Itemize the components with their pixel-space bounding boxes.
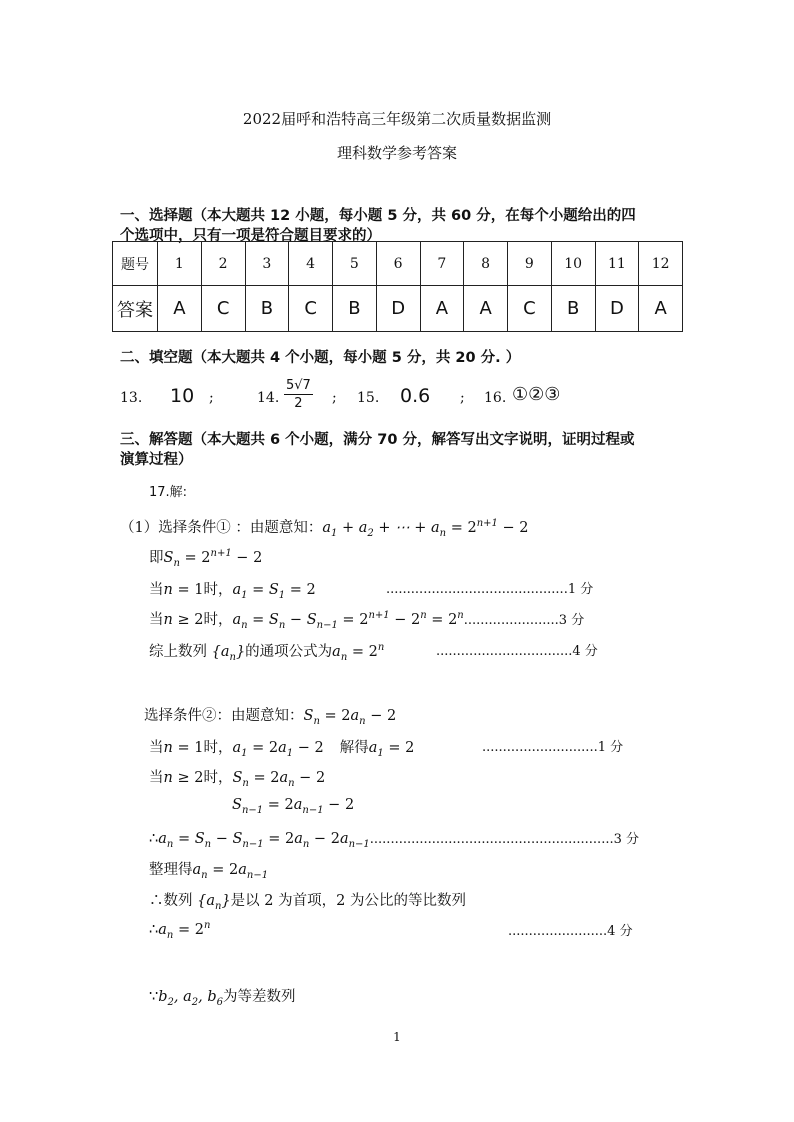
fraction-denominator: 2	[294, 396, 303, 411]
c2-line1	[144, 704, 396, 727]
page-number: 1	[393, 1030, 401, 1044]
q16-label: 16.	[484, 390, 507, 406]
formula: $\{a_n\}$	[211, 644, 246, 663]
q15-label: 15.	[357, 390, 380, 406]
answer-cell: A	[464, 286, 508, 332]
formula: $b_2$, $a_2$, $b_6$	[158, 989, 224, 1008]
question-number: 3	[245, 242, 289, 286]
formula: $S_n = 2^{n+1} - 2$	[163, 548, 263, 569]
question-number: 11	[595, 242, 639, 286]
question-number: 12	[639, 242, 683, 286]
text: ∵	[149, 989, 159, 1005]
formula: $a_n = S_n - S_{n-1} = 2^{n+1} - 2^n = 2^n$	[232, 610, 464, 631]
formula: $S_n = 2a_n - 2$	[232, 770, 326, 789]
answer-cell: C	[289, 286, 333, 332]
question-number: 2	[201, 242, 245, 286]
section3-heading-line2: 演算过程）	[120, 452, 193, 468]
text: 当	[149, 612, 164, 628]
c1-line4	[149, 608, 584, 631]
text: 解得	[339, 740, 369, 756]
c2-line3	[149, 766, 325, 789]
question-number: 1	[158, 242, 202, 286]
text: 整理得	[149, 862, 193, 878]
question-number: 10	[551, 242, 595, 286]
text: 时，	[203, 612, 233, 628]
formula: n ≥ 2	[163, 770, 204, 786]
q17-label: 17.解:	[149, 485, 188, 500]
formula: $a_n = 2^n$	[332, 642, 385, 663]
score-dots: ............................1 分	[482, 740, 624, 755]
answer-cell: B	[245, 286, 289, 332]
formula: n = 1	[163, 582, 204, 598]
c2-intro: 选择条件②：由题意知：	[144, 708, 304, 724]
formula: $a_1 + a_2$ + ⋯ + $a_n = 2^{n+1} - 2$	[322, 518, 529, 539]
score-dots: .......................3 分	[463, 613, 585, 628]
fraction-numerator: 5√7	[286, 378, 311, 393]
score-dots: ............................................1 分	[386, 582, 594, 597]
formula: $\{a_n\}$	[197, 893, 231, 912]
text: 即	[149, 550, 164, 566]
c1-line3	[149, 578, 316, 601]
answer-cell: C	[201, 286, 245, 332]
c2-line8	[149, 920, 210, 941]
text: 是以 2 为首项，2 为公比的等比数列	[230, 893, 466, 909]
row-label-number: 题号	[113, 242, 158, 286]
separator: ;	[460, 390, 465, 406]
q16-answer: ①②③	[512, 384, 561, 405]
answer-cell: C	[508, 286, 552, 332]
question-number: 9	[508, 242, 552, 286]
answer-cell: D	[376, 286, 420, 332]
c2-line7	[149, 889, 466, 912]
formula: $S_n = 2a_n - 2$	[303, 708, 397, 727]
text: 当	[149, 582, 164, 598]
answer-cell: B	[333, 286, 377, 332]
q13-label: 13.	[120, 390, 143, 406]
text: ∴	[149, 921, 159, 938]
formula: $a_1 = 2$	[368, 740, 415, 759]
section3-heading-line1: 三、解答题（本大题共 6 个小题，满分 70 分，解答写出文字说明，证明过程或	[120, 432, 635, 448]
c1-line1	[120, 516, 529, 539]
formula: $a_1 = S_1 = 2$	[232, 582, 316, 601]
answer-cell: B	[551, 286, 595, 332]
text: 为等差数列	[223, 989, 296, 1005]
text: ∴	[149, 831, 159, 847]
c1-line5	[149, 640, 384, 663]
q15-answer: 0.6	[400, 385, 431, 407]
question-number: 5	[333, 242, 377, 286]
text: 时，	[203, 740, 233, 756]
text: ∴数列	[149, 893, 198, 909]
doc-title: 2022届呼和浩特高三年级第二次质量数据监测	[242, 110, 552, 128]
separator: ;	[332, 390, 337, 406]
c2-line5	[149, 828, 639, 850]
text: 时，	[203, 582, 233, 598]
answer-table	[112, 241, 683, 332]
formula: $a_n = S_n - S_{n-1} = 2a_n - 2a_{n-1}$	[158, 831, 370, 850]
score-dots: ...........................................................3 分	[369, 832, 639, 847]
q14-label: 14.	[257, 390, 280, 406]
formula: n ≥ 2	[163, 612, 204, 628]
c1-intro: （1）选择条件① ：由题意知：	[120, 520, 323, 536]
section2-heading: 二、填空题（本大题共 4 个小题，每小题 5 分，共 20 分. ）	[120, 350, 521, 366]
text: 当	[149, 770, 164, 786]
q14-answer-fraction	[284, 377, 313, 412]
answer-cell: A	[639, 286, 683, 332]
question-number: 6	[376, 242, 420, 286]
text: 的通项公式为	[245, 644, 333, 660]
formula: $a_n = 2^n$	[158, 920, 211, 941]
text: 综上数列	[149, 644, 212, 660]
section1-heading-line1: 一、选择题（本大题共 12 小题，每小题 5 分，共 60 分，在每个小题给出的四	[120, 208, 636, 224]
formula: n = 1	[163, 740, 204, 756]
last-line	[149, 985, 296, 1008]
answer-cell: A	[158, 286, 202, 332]
c2-line2	[149, 736, 414, 759]
text: 当	[149, 740, 164, 756]
answer-cell: A	[420, 286, 464, 332]
question-number: 8	[464, 242, 508, 286]
section1-heading-line2: 个选项中，只有一项是符合题目要求的）	[120, 228, 381, 244]
doc-subtitle: 理科数学参考答案	[336, 144, 457, 162]
question-number: 4	[289, 242, 333, 286]
score-dots: .................................4 分	[436, 644, 598, 659]
separator: ;	[209, 390, 214, 406]
score-dots: ........................4 分	[508, 924, 633, 939]
text: 时，	[203, 770, 233, 786]
c2-line4: $S_{n-1} = 2a_{n-1} - 2$	[232, 797, 355, 816]
formula: $a_1 = 2a_1 - 2$	[232, 740, 324, 759]
q13-answer: 10	[170, 385, 195, 407]
c1-line2	[149, 546, 262, 569]
answer-cell: D	[595, 286, 639, 332]
c2-line6	[149, 858, 268, 881]
formula: $a_n = 2a_{n-1}$	[192, 862, 269, 881]
row-label-answer: 答案	[113, 286, 158, 332]
question-number: 7	[420, 242, 464, 286]
